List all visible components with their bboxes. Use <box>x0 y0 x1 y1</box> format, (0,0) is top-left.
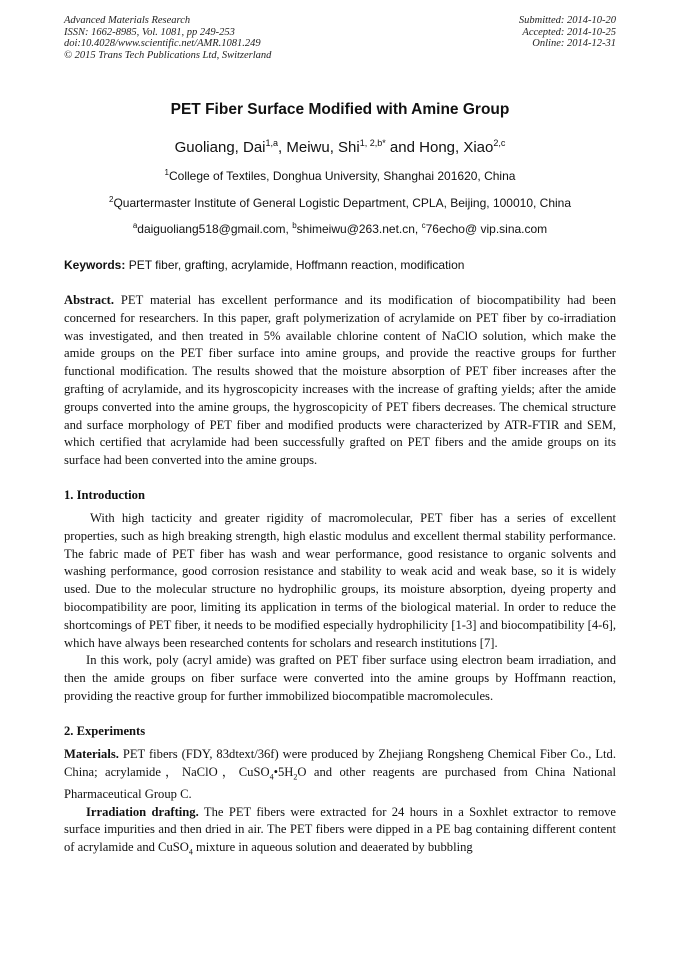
affiliation <box>64 166 616 183</box>
issn-line: ISSN: 1662-8985, Vol. 1081, pp 249-253 <box>64 26 235 38</box>
materials-label: Materials. <box>64 746 119 761</box>
email-address[interactable]: shimeiwu@263.net.cn, <box>296 222 422 236</box>
email-address[interactable]: 76echo@ vip.sina.com <box>425 222 548 236</box>
journal-name: Advanced Materials Research <box>64 15 191 26</box>
paper-title: PET Fiber Surface Modified with Amine Group <box>170 101 510 118</box>
irradiation-text: mixture in aqueous solution and deaerated by bubbling <box>192 840 473 855</box>
irradiation-text: The PET fibers were extracted for 24 hours in a Soxhlet extractor to remove surface impurities and then dried in air. The PET fibers were dipped in a PE bag containing different content of acrylamide and CuSO <box>64 804 616 855</box>
section-heading-introduction: 1. Introduction <box>64 487 145 502</box>
dates-info <box>519 15 616 61</box>
page-header <box>64 15 616 61</box>
materials-text: •5H <box>273 764 294 779</box>
affiliation-text: Quartermaster Institute of General Logistic Department, CPLA, Beijing, 100010, China <box>113 196 572 210</box>
subscript: 4 <box>269 772 274 782</box>
author-list <box>64 138 616 156</box>
keywords <box>64 258 616 272</box>
accepted-date: Accepted: 2014-10-25 <box>522 26 616 38</box>
introduction-paragraph: In this work, poly (acryl amide) was grafted on PET fiber surface using electron beam irradiation, and then the amide groups on fiber surface were converted into the amine groups by Hoffmann reaction, providing the reactive group for further immobilized biocompatible macromolecules. <box>64 653 616 703</box>
author-name: Hong, Xiao <box>419 139 494 156</box>
keywords-text: PET fiber, grafting, acrylamide, Hoffmann reaction, modification <box>125 258 465 272</box>
irradiation-paragraph <box>64 804 616 862</box>
author-name: Meiwu, Shi <box>286 139 360 156</box>
subscript: 2 <box>293 772 298 782</box>
doi-line: doi:10.4028/www.scientific.net/AMR.1081.249 <box>64 38 261 49</box>
author-separator: and <box>385 139 420 156</box>
materials-text: O and other reagents are purchased from China National Pharmaceutical Group C. <box>64 764 616 801</box>
copyright-line: © 2015 Trans Tech Publications Ltd, Switzerland <box>64 49 272 61</box>
materials-text: PET fibers (FDY, 83dtext/36f) were produced by Zhejiang Rongsheng Chemical Fiber Co., Ltd. China; acrylamide，NaClO，CuSO <box>64 746 616 779</box>
author-affiliation-mark: 1,a <box>265 138 279 148</box>
affiliation-text: College of Textiles, Donghua University, Shanghai 201620, China <box>169 169 516 183</box>
email-mark: c <box>421 221 426 230</box>
email-list <box>64 219 616 236</box>
irradiation-label: Irradiation drafting. <box>86 804 199 819</box>
author-affiliation-mark: 2,c <box>493 138 506 148</box>
affiliation <box>64 193 616 210</box>
section-heading-experiments: 2. Experiments <box>64 723 146 738</box>
publication-info <box>64 15 271 61</box>
email-address[interactable]: daiguoliang518@gmail.com, <box>137 222 293 236</box>
author-name: Guoliang, Dai <box>174 139 266 156</box>
abstract-label: Abstract. <box>64 293 115 307</box>
abstract-text: PET material has excellent performance and its modification of biocompatibility had been concerned for researchers. In this paper, graft polymerization of acrylamide on PET fiber by co-irradiation was investigated, and then treated in 5% available chlorine content of NaClO solution, which make the amide groups on the PET fiber surface into amine groups, and provide the reactive groups for further functional modification. The results showed that the moisture absorption of PET fiber increases after the grafting of acrylamide, and its hygroscopicity increases with the increase of grafting yields; after the amide groups converted into the amine groups, the hygroscopicity of PET fibers decreases. The chemical structure and surface morphology of PET fiber and modified products were characterized by ATR-FTIR and SEM, which certified that acrylamide had been successfully grafted on PET fibers and the amide groups on its surface had been converted into the amine groups. <box>64 293 616 468</box>
online-date: Online: 2014-12-31 <box>532 38 616 49</box>
author-affiliation-mark: 1, 2,b* <box>359 138 386 148</box>
introduction-paragraph: With high tacticity and greater rigidity of macromolecular, PET fiber has a series of excellent properties, such as high breaking strength, high elastic modulus and excellent thermal stability performance. The fabric made of PET fiber has wash and wear performance, good resistance to organic solvents and washing performance, good corrosion resistance and stability to weak acid and weak base, so it is widely used. Due to the molecular structure no hydrophilic groups, its moisture absorption, dyeing property and biocompatibility are poor, limiting its application in terms of the biological material. In order to reduce the shortcomings of PET fiber, it needs to be modified especially hydrophilicity [1-3] and biocompatibility [4-6], which have always been researched contents for scholars and research institutions [7]. <box>64 510 616 650</box>
affiliation-mark: 1 <box>164 168 169 177</box>
submitted-date: Submitted: 2014-10-20 <box>518 15 616 26</box>
email-mark: a <box>132 221 138 230</box>
abstract <box>64 292 616 470</box>
author-separator: , <box>278 139 287 156</box>
affiliation-mark: 2 <box>108 195 114 204</box>
materials-paragraph <box>64 746 616 804</box>
email-mark: b <box>292 221 297 230</box>
keywords-label: Keywords: <box>64 258 126 272</box>
subscript: 4 <box>188 847 193 857</box>
